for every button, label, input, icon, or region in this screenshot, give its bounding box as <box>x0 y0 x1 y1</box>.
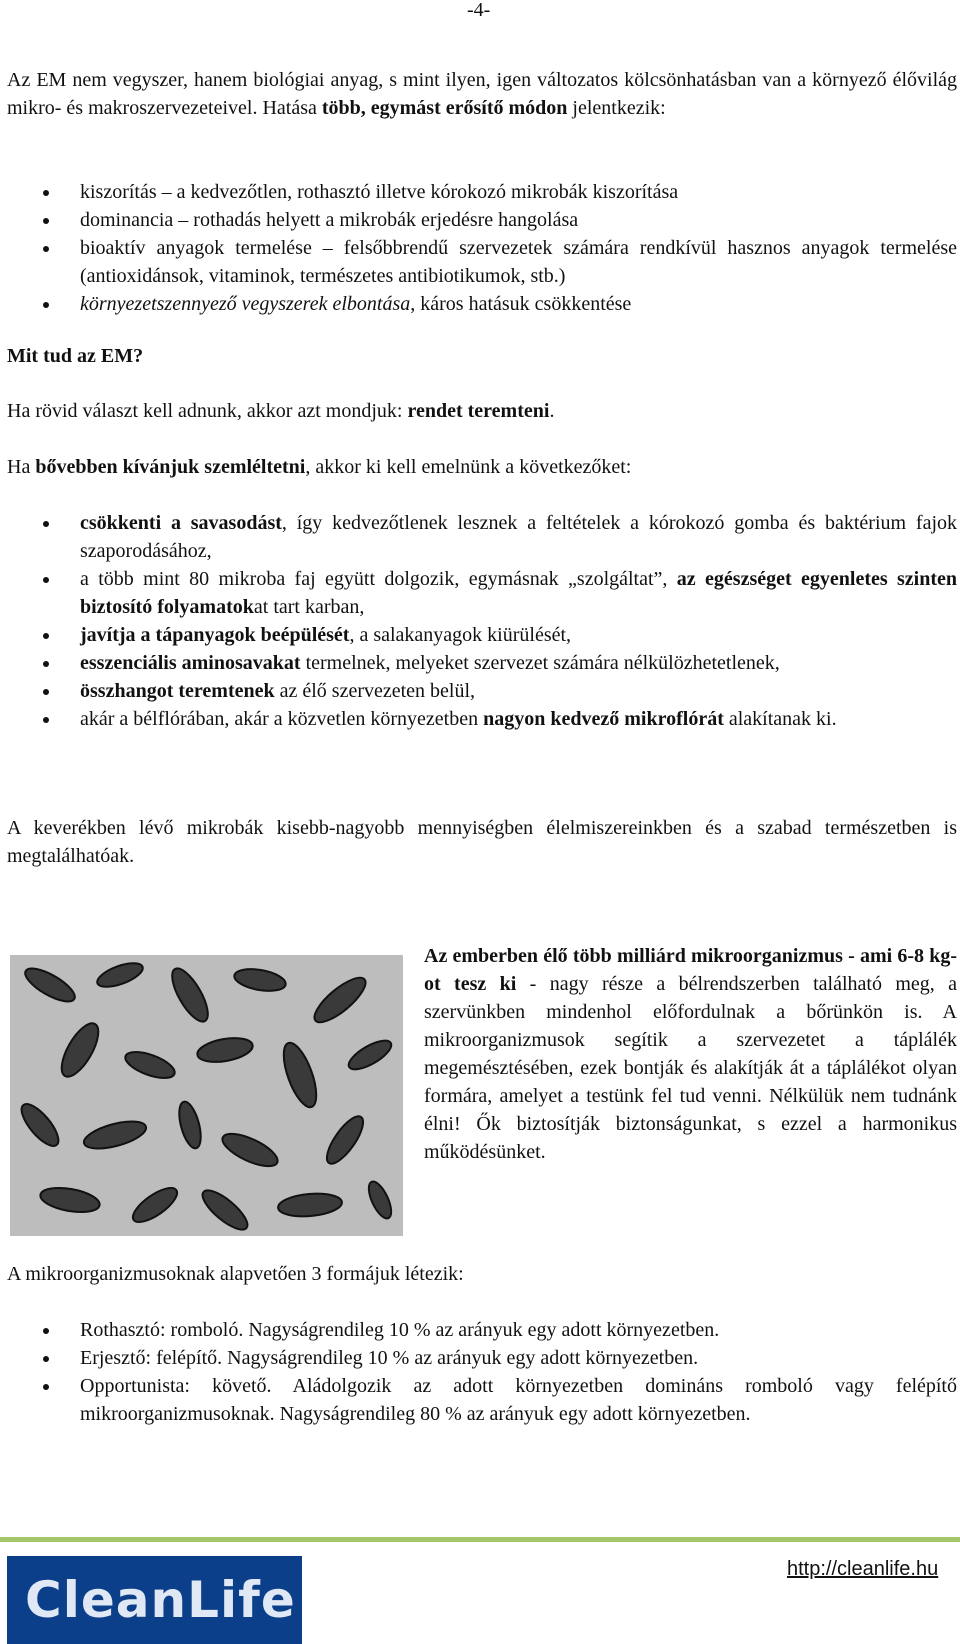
list-item-text: Erjesztő: felépítő. Nagyságrendileg 10 % az arányuk egy adott környezetben. <box>80 1347 699 1369</box>
list-item <box>0 565 957 621</box>
mixture-paragraph: A keverékben lévő mikrobák kisebb-nagyobb mennyiségben élelmiszereinkben és a szabad természetben is megtalálhatóak. <box>7 817 957 867</box>
section-heading: Mit tud az EM? <box>7 345 144 367</box>
list-item-text: termelnek, melyeket szervezet számára nélkülözhetetlenek, <box>300 652 780 674</box>
list-item <box>0 705 957 733</box>
list-item-text: Rothasztó: romboló. Nagyságrendileg 10 % az arányuk egy adott környezetben. <box>80 1319 720 1341</box>
list-item-text-end: alakítanak ki. <box>723 708 837 730</box>
list-item <box>0 509 957 565</box>
microbe-micrograph <box>10 955 403 1236</box>
list-item-bold: csökkenti a savasodást <box>80 512 282 534</box>
list-item-text: Opportunista: követő. Aládolgozik az adott környezetben domináns romboló vagy felépítő mikroorganizmusoknak. Nagyságrendileg 80 % az arányuk egy adott környezetben. <box>80 1375 957 1425</box>
forms-list <box>0 1316 957 1428</box>
short-answer-bold: rendet teremteni <box>407 400 550 422</box>
list-item-bold: esszenciális aminosavakat <box>80 652 301 674</box>
list-item-text: akár a bélflórában, akár a közvetlen környezetben <box>80 708 484 730</box>
page-number: -4- <box>467 0 491 21</box>
benefits-list <box>0 509 957 733</box>
side-text: - nagy része a bélrendszerben található meg, a szervünkben mindenhol előfordulnak a bőrünkön is. A mikroorganizmusok segítik a szervezetet a táplálék megemésztésében, ezek bontják és alakítják át a táplálékot olyan formára, amelyet a testünk fel tud venni. Nélkülük nem tudnánk élni! Ők biztosítják biztonságunkat, s ezzel a harmonikus működésünket. <box>424 973 957 1163</box>
list-item-bold: az egészséget egyenletes szinten biztosító folyamatok <box>80 568 957 618</box>
cleanlife-logo <box>7 1556 302 1644</box>
list-item <box>0 234 957 290</box>
list-item-text-end: at tart karban, <box>253 596 365 618</box>
short-answer <box>7 397 957 425</box>
short-answer-text: Ha rövid választ kell adnunk, akkor azt mondjuk: <box>7 400 408 422</box>
list-item <box>0 178 957 206</box>
list-item <box>0 649 957 677</box>
list-item <box>0 1372 957 1428</box>
list-item-text: , a salakanyagok kiürülését, <box>349 624 572 646</box>
list-item-bold: nagyon kedvező mikroflórát <box>483 708 724 730</box>
long-intro <box>7 453 957 481</box>
long-intro-text-b: , akkor ki kell emelnünk a következőket: <box>305 456 632 478</box>
list-item <box>0 1344 957 1372</box>
list-item-bold: javítja a tápanyagok beépülését <box>80 624 350 646</box>
list-item <box>0 1316 957 1344</box>
list-item-text: dominancia – rothadás helyett a mikrobák erjedésre hangolása <box>80 209 579 231</box>
long-intro-bold: bővebben kívánjuk szemléltetni <box>35 456 306 478</box>
side-bold: Az emberben élő több milliárd mikroorganizmus - ami 6-8 kg-ot tesz ki <box>424 945 957 995</box>
list-item-bold: összhangot teremtenek <box>80 680 275 702</box>
intro-text-a: Az EM nem vegyszer, hanem biológiai anyag, s mint ilyen, igen változatos kölcsönhatásban van a környező élővilág mikro- és makroszervezeteivel. Hatása <box>7 69 957 119</box>
list-item-text: , káros hatásuk csökkentése <box>410 293 632 315</box>
footer-rule <box>0 1537 960 1542</box>
list-item-text: a több mint 80 mikroba faj együtt dolgozik, egymásnak „szolgáltat”, <box>80 568 677 590</box>
list-item-text: bioaktív anyagok termelése – felsőbbrendű szervezetek számára rendkívül hasznos anyagok termelése (antioxidánsok, vitaminok, természetes antibiotikumok, stb.) <box>80 237 957 287</box>
list-item <box>0 290 957 318</box>
list-item <box>0 206 957 234</box>
list-item-text: az élő szervezeten belül, <box>274 680 476 702</box>
intro-text-b: jelentkezik: <box>567 97 666 119</box>
effects-list <box>0 178 957 318</box>
list-item-text: kiszorítás – a kedvezőtlen, rothasztó illetve kórokozó mikrobák kiszorítása <box>80 181 679 203</box>
side-paragraph <box>424 942 957 1166</box>
short-answer-end: . <box>549 400 555 422</box>
list-item <box>0 621 957 649</box>
forms-intro: A mikroorganizmusoknak alapvetően 3 formájuk létezik: <box>7 1263 464 1285</box>
list-item-text: , így kedvezőtlenek lesznek a feltételek a kórokozó gomba és baktérium fajok szaporodásához, <box>80 512 958 562</box>
long-intro-text-a: Ha <box>7 456 36 478</box>
list-item-italic: környezetszennyező vegyszerek elbontása <box>80 293 411 315</box>
list-item <box>0 677 957 705</box>
intro-bold: több, egymást erősítő módon <box>321 97 568 119</box>
intro-paragraph <box>7 66 957 122</box>
microbe-micrograph-image <box>10 955 403 1236</box>
website-link[interactable]: http://cleanlife.hu <box>787 1558 939 1580</box>
logo-text: CleanLife <box>25 1571 296 1629</box>
